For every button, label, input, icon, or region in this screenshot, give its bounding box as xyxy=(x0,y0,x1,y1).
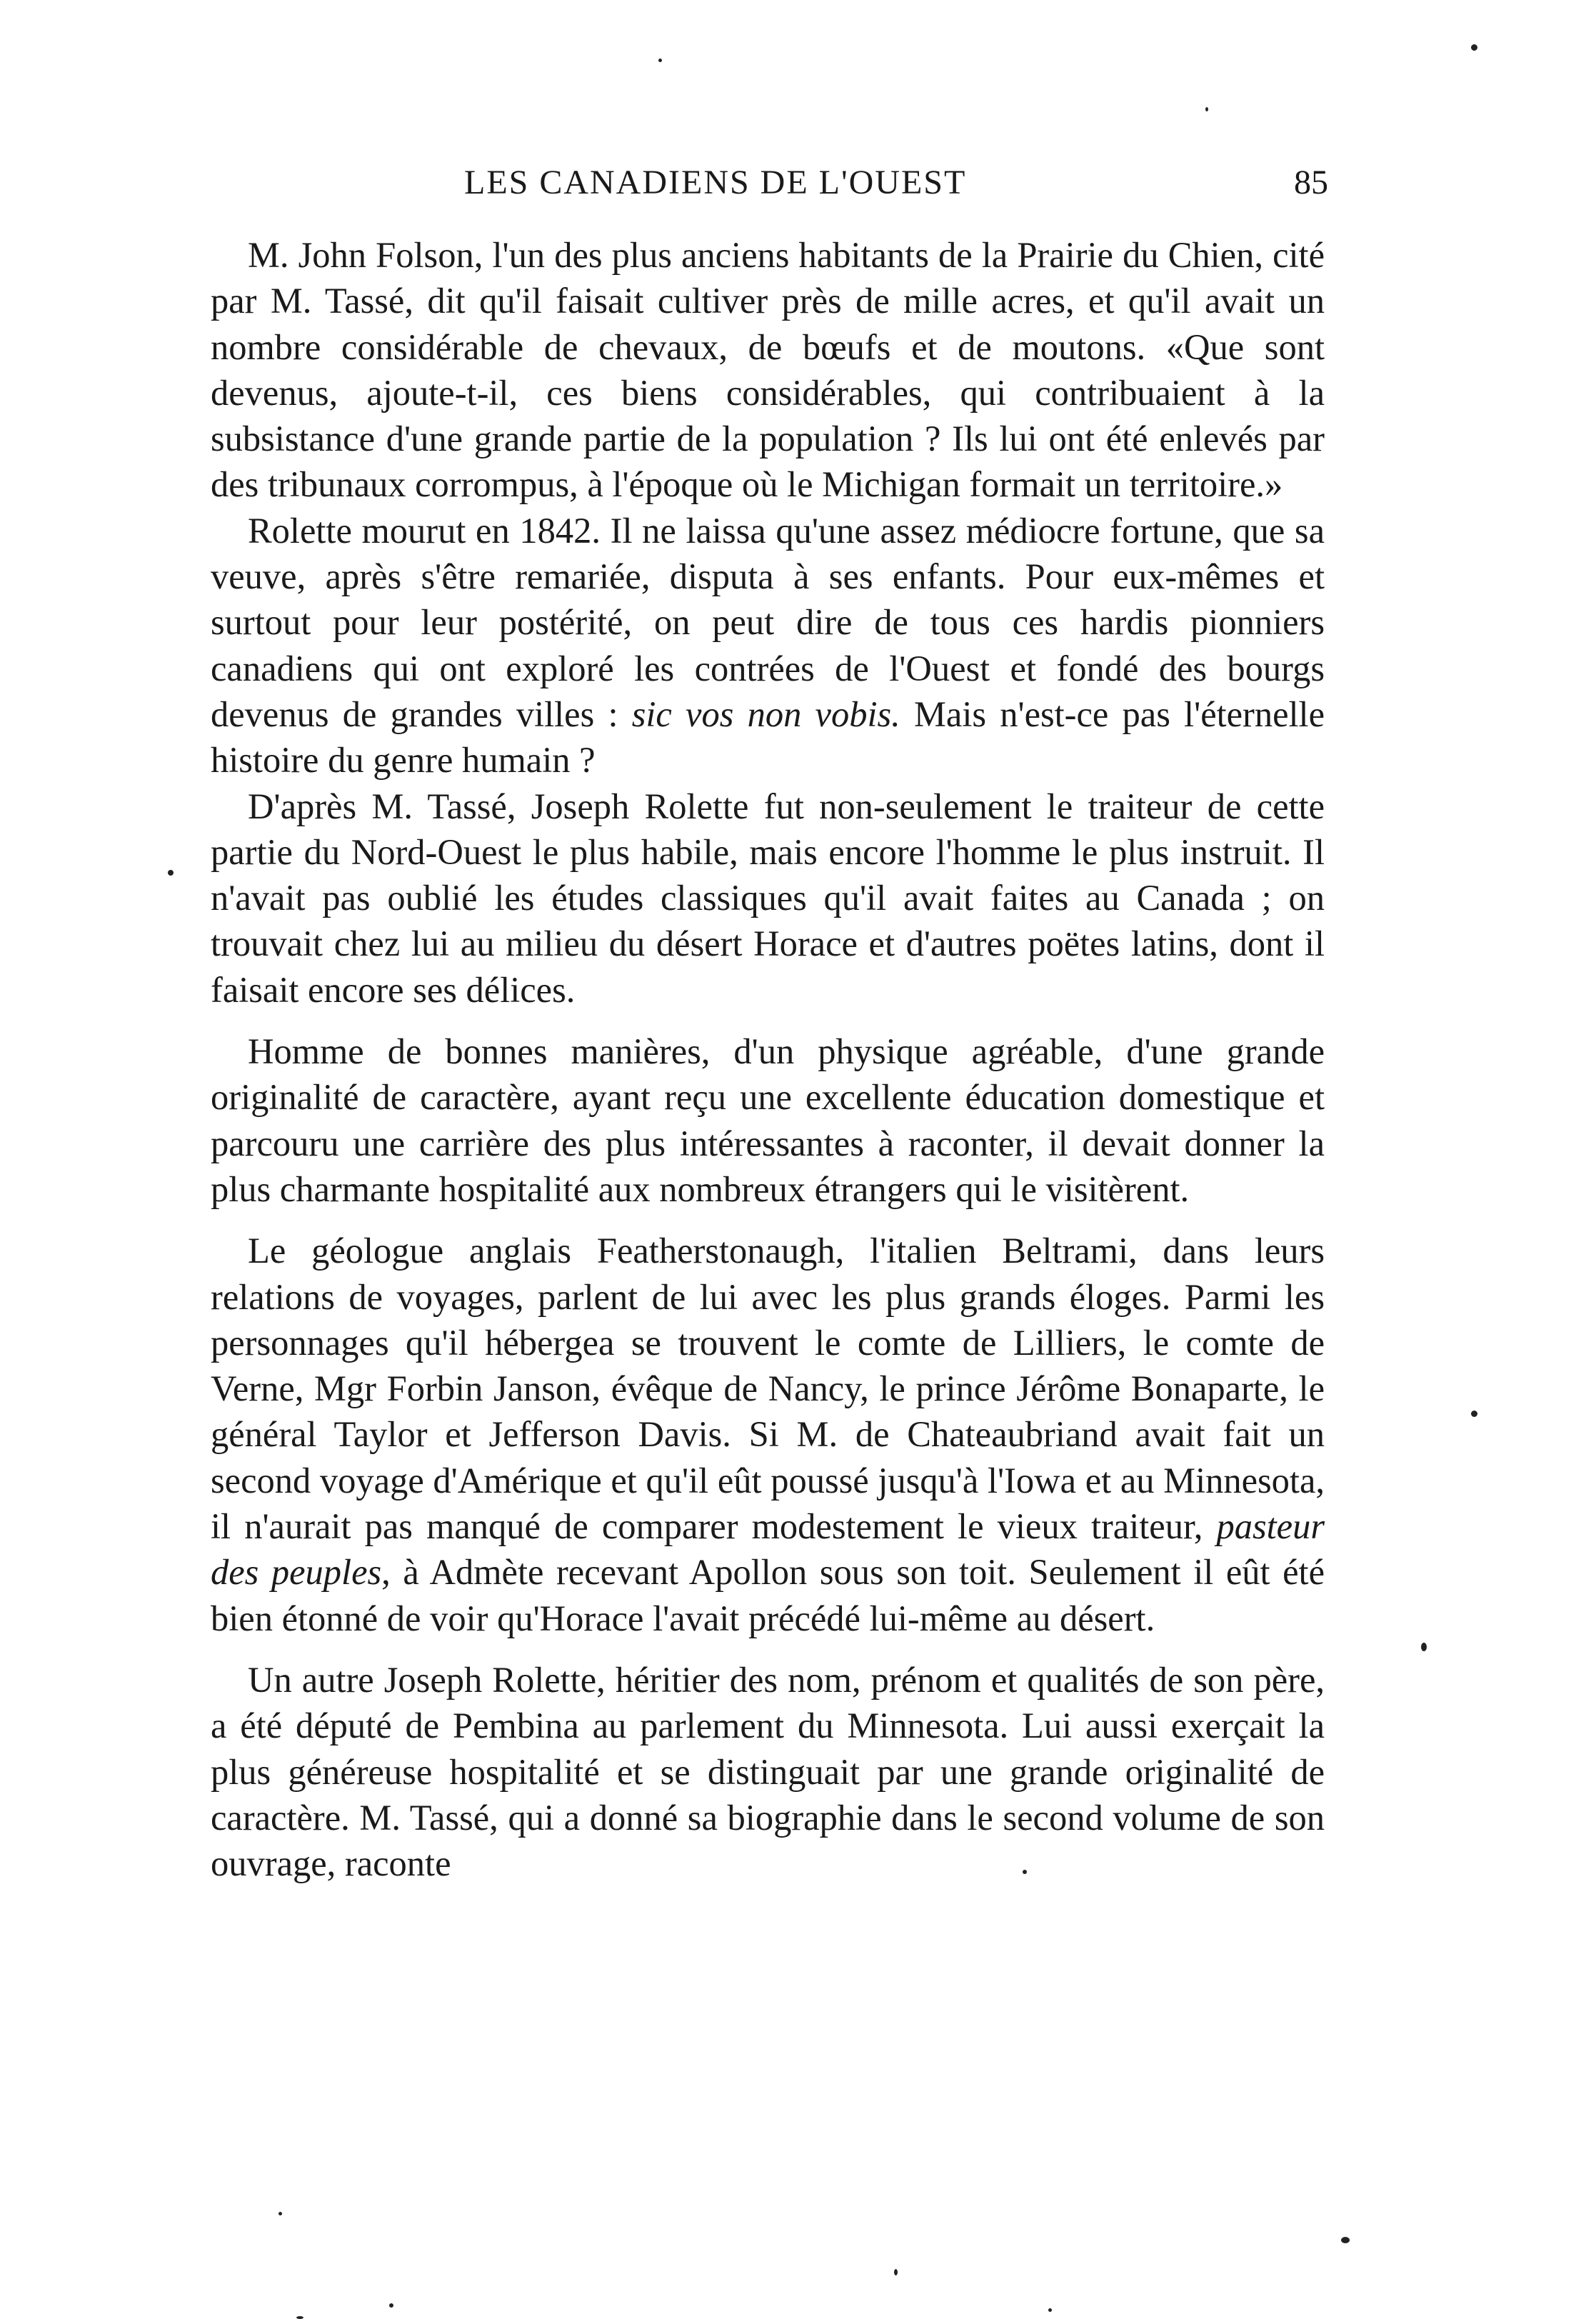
scan-speck xyxy=(1471,1411,1477,1417)
scan-speck xyxy=(278,2212,282,2215)
scan-speck xyxy=(1471,44,1477,51)
scan-speck xyxy=(296,2316,303,2319)
page-header xyxy=(214,163,1328,213)
scan-speck xyxy=(389,2303,393,2308)
scan-speck xyxy=(1341,2237,1350,2243)
page-number: 85 xyxy=(1294,164,1328,201)
scan-speck xyxy=(1421,1643,1427,1651)
paragraph-rolette-education: D'après M. Tassé, Joseph Rolette fut non-seulement le traiteur de cette partie du Nord-Ouest le plus habile, mais encore l'homme le plus instruit. Il n'avait pas oublié les études classiques qu'il avait faites au Canada ; on trouvait chez lui au milieu du désert Horace et d'autres poëtes latins, dont il faisait encore ses délices. xyxy=(211,786,1325,1010)
paragraph-folson: M. John Folson, l'un des plus anciens habitants de la Prairie du Chien, cité par M. Tassé, dit qu'il faisait cultiver près de mille acres, et qu'il avait un nombre considérable de chevaux, de bœufs et de moutons. «Que sont devenus, ajoute-t-il, ces biens considérables, qui contribuaient à la subsistance d'une grande partie de la population ? Ils lui ont été enlevés par des tribunaux corrompus, à l'époque où le Michigan formait un territoire.» xyxy=(211,235,1325,505)
italic-phrase: pasteur des peuples xyxy=(211,1506,1325,1593)
paragraph-rolette-death xyxy=(211,508,1325,783)
scan-speck xyxy=(1205,107,1208,111)
paragraph-text: , à Admète recevant Apollon sous son toit. Seulement il eût été bien étonné de voir qu'Horace l'avait précédé lui-même au désert. xyxy=(211,1552,1325,1638)
latin-quote: sic vos non vobis. xyxy=(631,693,900,734)
paragraph-visitors xyxy=(211,1228,1325,1641)
paragraph-text: Rolette mourut en 1842. Il ne laissa qu'une assez médiocre fortune, que sa veuve, après s'être remariée, disputa à ses enfants. Pour eux-mêmes et surtout pour leur postérité, on peut dire de tous ces hardis pionniers canadiens qui ont exploré les contrées de l'Ouest et fondé des bourgs devenus de grandes villes : xyxy=(211,510,1325,734)
paragraph-son-rolette: Un autre Joseph Rolette, héritier des nom, prénom et qualités de son père, a été député de Pembina au parlement du Minnesota. Lui aussi exerçait la plus généreuse hospitalité et se distinguait par une grande originalité de caractère. M. Tassé, qui a donné sa biographie dans le second volume de son ouvrage, raconte xyxy=(211,1659,1325,1884)
scan-speck xyxy=(894,2269,898,2275)
paragraph-text: Mais n'est-ce pas l'éternelle histoire du genre humain ? xyxy=(211,693,1325,781)
scan-speck xyxy=(1048,2308,1052,2312)
paragraph-text: Le géologue anglais Featherstonaugh, l'italien Beltrami, dans leurs relations de voyages, parlent de lui avec les plus grands éloges. Parmi les personnages qu'il hébergea se trouvent le comte de Lilliers, le comte de Verne, Mgr Forbin Janson, évêque de Nancy, le prince Jérôme Bonaparte, le général Taylor et Jefferson Davis. Si M. de Chateaubriand avait fait un second voyage d'Amérique et qu'il eût poussé jusqu'à l'Iowa et au Minnesota, il n'aurait pas manqué de comparer modestement le vieux traiteur, xyxy=(211,1231,1325,1547)
running-title: LES CANADIENS DE L'OUEST xyxy=(464,164,967,201)
scan-speck xyxy=(168,870,174,876)
scan-speck xyxy=(1023,1870,1027,1874)
scan-speck xyxy=(658,59,662,62)
paragraph-rolette-manners: Homme de bonnes manières, d'un physique agréable, d'une grande originalité de caractère, ayant reçu une excellente éducation domestique et parcouru une carrière des plus intéressantes à raconter, il devait donner la plus charmante hospitalité aux nombreux étrangers qui le visitèrent. xyxy=(211,1031,1325,1209)
body-text xyxy=(211,232,1325,1886)
